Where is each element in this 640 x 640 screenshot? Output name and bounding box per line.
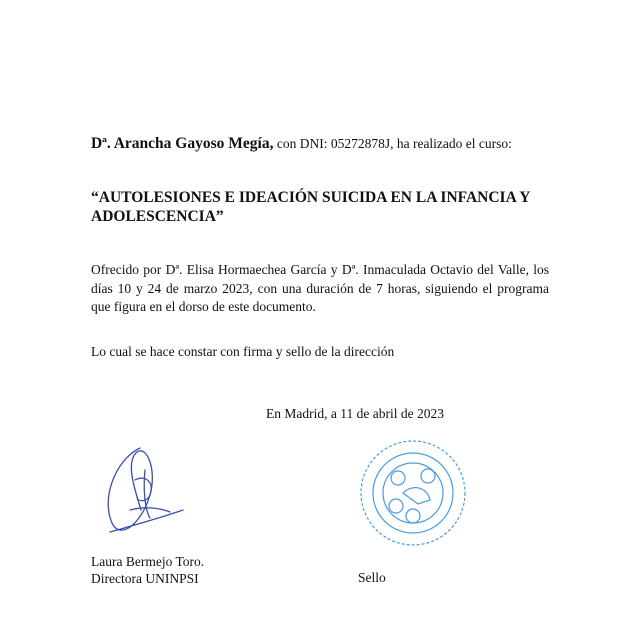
signature [95, 440, 190, 544]
place-date: En Madrid, a 11 de abril de 2023 [266, 406, 444, 421]
recipient-details: con DNI: 05272878J, ha realizado el curso: [273, 136, 512, 151]
seal-label: Sello [358, 570, 386, 585]
recipient-line [91, 135, 551, 153]
signatory-name: Laura Bermejo Toro. [91, 554, 205, 569]
course-title: “AUTOLESIONES E IDEACIÓN SUICIDA EN LA INFANCIA Y ADOLESCENCIA” [91, 189, 530, 225]
signatory-role: Directora UNINPSI [91, 571, 199, 586]
signatory [91, 553, 204, 587]
institution-seal [358, 438, 468, 552]
course-description: Ofrecido por Dª. Elisa Hormaechea García y Dª. Inmaculada Octavio del Valle, los días 10 y 24 de marzo 2023, con una duración de 7 horas, siguiendo el programa que figura en el dorso de este documento. [91, 262, 549, 314]
recipient-name: Dª. Arancha Gayoso Megía, [91, 135, 274, 152]
attestation: Lo cual se hace constar con firma y sello de la dirección [91, 344, 395, 359]
